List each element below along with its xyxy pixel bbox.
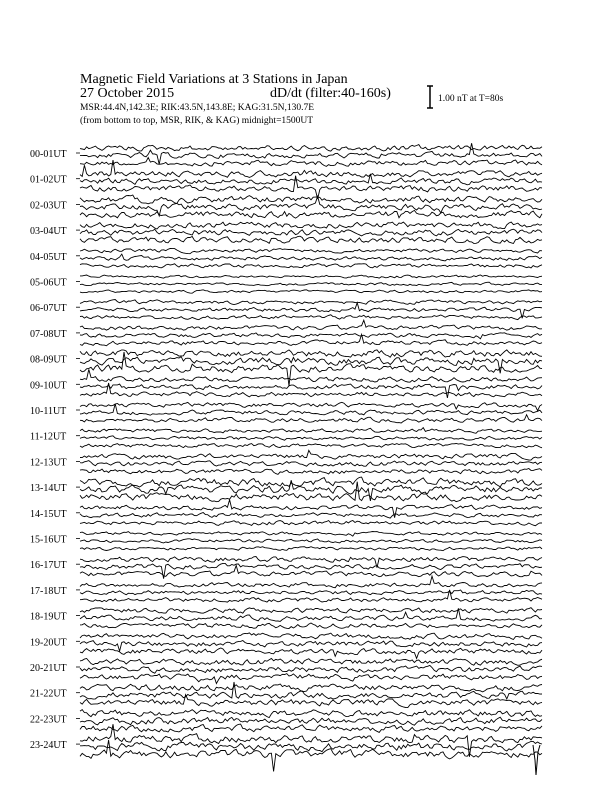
hour-label: 05-06UT [30,277,67,289]
trace-msr [80,176,542,199]
scale-bar [427,86,433,108]
hour-label: 23-24UT [30,740,67,752]
hour-label: 17-18UT [30,585,67,597]
hour-label: 16-17UT [30,560,67,572]
hour-label: 21-22UT [30,688,67,700]
trace-msr [80,290,542,293]
trace-rik [80,539,542,543]
trace-msr [80,210,542,218]
trace-rik [80,333,542,339]
hour-label: 19-20UT [30,637,67,649]
trace-kag [80,633,542,640]
trace-msr [80,415,542,423]
chart-date: 27 October 2015 [80,86,175,101]
trace-rik [80,174,542,185]
trace-rik [80,282,542,286]
trace-kag [80,249,542,254]
trace-kag [80,350,542,357]
trace-kag [80,402,542,410]
trace-kag [80,160,542,177]
trace-msr [80,334,542,345]
hour-label: 09-10UT [30,380,67,392]
trace-msr [80,444,542,448]
trace-kag [80,428,542,434]
hour-label: 20-21UT [30,663,67,674]
trace-rik [80,563,542,578]
trace-kag [80,684,542,692]
hour-label: 12-13UT [30,457,67,469]
hour-label: 15-16UT [30,534,67,546]
trace-msr [80,352,542,386]
trace-msr [80,674,542,684]
trace-kag [80,576,542,588]
hour-label: 01-02UT [30,174,67,186]
trace-rik [80,590,542,595]
trace-kag [80,532,542,537]
trace-rik [80,665,542,673]
trace-msr [80,315,542,320]
trace-rik [80,717,542,725]
chart-title: Magnetic Field Variations at 3 Stations in Japan [80,72,348,87]
hour-label: 11-12UT [30,431,67,443]
trace-rik [80,254,542,261]
scale-bar-label: 1.00 nT at T=80s [438,94,504,104]
chart-mode: dD/dt (filter:40-160s) [270,86,391,101]
trace-kag [80,608,542,614]
trace-msr [80,547,542,551]
hour-label: 07-08UT [30,328,67,340]
trace-rik [80,741,542,751]
trace-rik [80,682,542,699]
trace-msr [80,469,542,475]
trace-spike [533,745,540,775]
trace-kag [80,222,542,229]
hour-label: 10-11UT [30,406,67,417]
trace-rik [80,436,542,440]
hour-label: 06-07UT [30,303,67,315]
trace-msr [80,648,542,658]
hour-label: 08-09UT [30,354,67,366]
trace-kag [80,557,542,568]
trace-kag [80,275,542,278]
hour-label: 18-19UT [30,611,67,623]
trace-kag [80,659,542,666]
hour-label: 22-23UT [30,714,67,726]
trace-rik [80,143,542,164]
trace-order-note: (from bottom to top, MSR, RIK, & KAG) midnight=1500UT [80,116,314,126]
trace-kag [80,450,542,460]
trace-kag [80,320,542,330]
trace-msr [80,236,542,243]
trace-msr [80,724,542,732]
trace-kag [80,300,542,305]
trace-rik [80,461,542,467]
trace-msr [80,623,542,629]
trace-kag [80,477,542,487]
trace-msr [80,695,542,708]
hour-label: 00-01UT [30,149,67,160]
trace-msr [80,383,542,397]
trace-msr [80,521,542,526]
trace-msr [80,264,542,268]
hour-label: 14-15UT [30,508,67,520]
trace-msr [80,740,542,771]
hour-label: 13-14UT [30,483,67,495]
hour-label: 02-03UT [30,200,67,212]
trace-rik [80,357,542,374]
station-coordinates: MSR:44.4N,142.3E; RIK:43.5N,143.8E; KAG:31.5N,130.7E [80,103,315,113]
trace-rik [80,513,542,519]
trace-kag [80,195,542,204]
trace-msr [80,158,542,167]
trace-rik [80,229,542,236]
trace-kag [80,710,542,718]
hour-label: 03-04UT [30,226,67,238]
hour-label: 04-05UT [30,251,67,263]
